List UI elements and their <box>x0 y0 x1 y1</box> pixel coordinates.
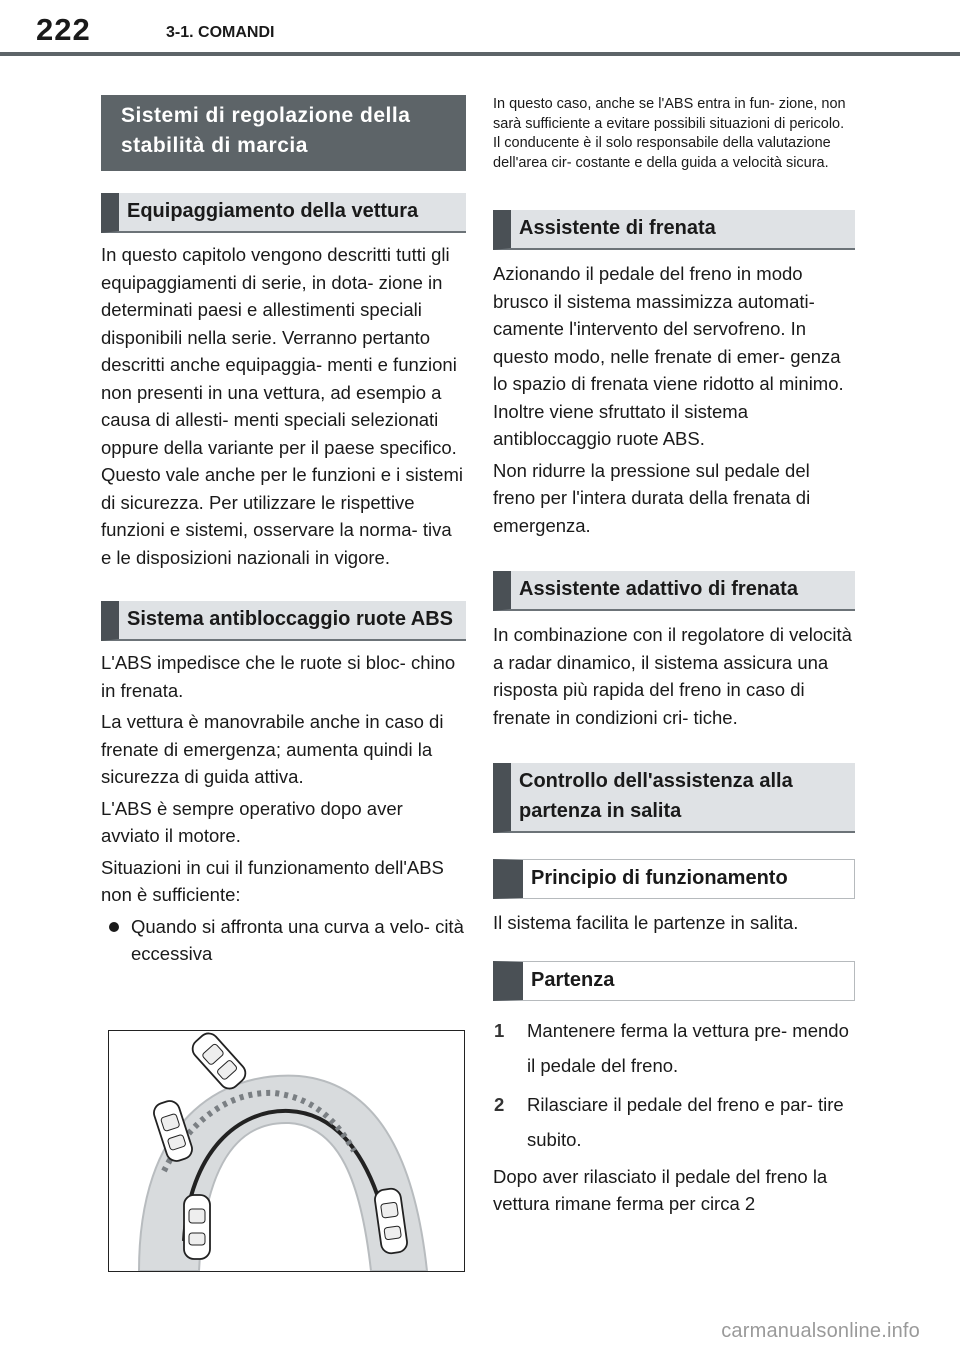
header-rule <box>0 52 960 56</box>
step-number: 1 <box>494 1019 505 1041</box>
main-heading: Sistemi di regolazione della stabilità di marcia <box>101 95 466 171</box>
bullet-text: Quando si affronta una curva a velo- cità eccessiva <box>131 915 464 964</box>
right-column <box>493 95 855 1218</box>
abs-paragraph-4: Situazioni in cui il funzionamento dell'ABS non è sufficiente: <box>101 856 444 905</box>
abs-paragraph-3: L'ABS è sempre operativo dopo aver avviato il motore. <box>101 797 403 846</box>
abs-paragraph-1: L'ABS impedisce che le ruote si bloc- chino in frenata. <box>101 652 456 701</box>
step-number: 2 <box>494 1093 505 1115</box>
subheading-equipment: Equipaggiamento della vettura <box>101 193 466 233</box>
abs-paragraph-2: La vettura è manovrabile anche in caso di frenate di emergenza; aumenta quindi la sicurezza di guida attiva. <box>101 711 444 787</box>
subheading-abs: Sistema antibloccaggio ruote ABS <box>101 601 466 641</box>
list-item <box>101 913 466 968</box>
adaptive-paragraph: In combinazione con il regolatore di velocità a radar dinamico, il sistema assicura una risposta più rapida del freno in caso di frenate in condizioni cri- tiche. <box>493 624 852 728</box>
car-icon-bottom-left <box>184 1195 210 1259</box>
road-curve-diagram <box>109 1031 464 1271</box>
subheading-principle: Principio di funzionamento <box>493 859 855 899</box>
brake-paragraph-1: Azionando il pedale del freno in modo brusco il sistema massimizza automati- camente l'intervento del servofreno. In questo modo, nelle frenate di emer- genza lo spazio di frenata viene ridotto al minimo. Inoltre viene sfruttato il sistema antibloccaggio ruote ABS. <box>493 263 844 449</box>
intro-paragraph: In questo caso, anche se l'ABS entra in fun- zione, non sarà sufficiente a evitare possibili situazioni di pericolo. Il conducente è il solo responsabile della valutazione dell'area cir- costante e della guida a velocità sicura. <box>493 96 846 171</box>
page-number: 222 <box>36 12 91 47</box>
subheading-adaptive-brake: Assistente adattivo di frenata <box>493 571 855 611</box>
list-item <box>493 1013 855 1083</box>
step-text: Mantenere ferma la vettura pre- mendo il pedale del freno. <box>527 1019 849 1076</box>
brake-paragraph-2: Non ridurre la pressione sul pedale del freno per l'intera durata della frenata di emergenza. <box>493 459 811 536</box>
list-item <box>493 1087 855 1157</box>
bullet-dot-icon <box>109 922 119 932</box>
left-column <box>101 95 466 968</box>
watermark: carmanualsonline.info <box>721 1320 920 1342</box>
paragraph-equipment: In questo capitolo vengono descritti tutti gli equipaggiamenti di serie, in dota- zione in determinati paesi e allestimenti speciali disponibili nella serie. Verranno pertanto descritti anche equipaggia- menti e funzioni non presenti in una vettura, ad esempio a causa di allesti- menti speciali selezionati oppure della variante per il paese specifico. Questo vale anche per le funzioni e i sistemi di sicurezza. Per utilizzare le rispettive funzioni e sistemi, osservare la norma- tiva e le disposizioni nazionali in vigore. <box>101 244 463 568</box>
section-title: 3-1. COMANDI <box>166 24 275 41</box>
subheading-start: Partenza <box>493 961 855 1001</box>
subheading-hill-start: Controllo dell'assistenza alla partenza in salita <box>493 763 855 833</box>
subheading-brake-assist: Assistente di frenata <box>493 210 855 250</box>
final-paragraph: Dopo aver rilasciato il pedale del freno la vettura rimane ferma per circa 2 <box>493 1165 828 1214</box>
principle-paragraph: Il sistema facilita le partenze in salita. <box>493 912 799 933</box>
curve-illustration <box>108 1030 465 1272</box>
step-text: Rilasciare il pedale del freno e par- tire subito. <box>527 1093 844 1150</box>
